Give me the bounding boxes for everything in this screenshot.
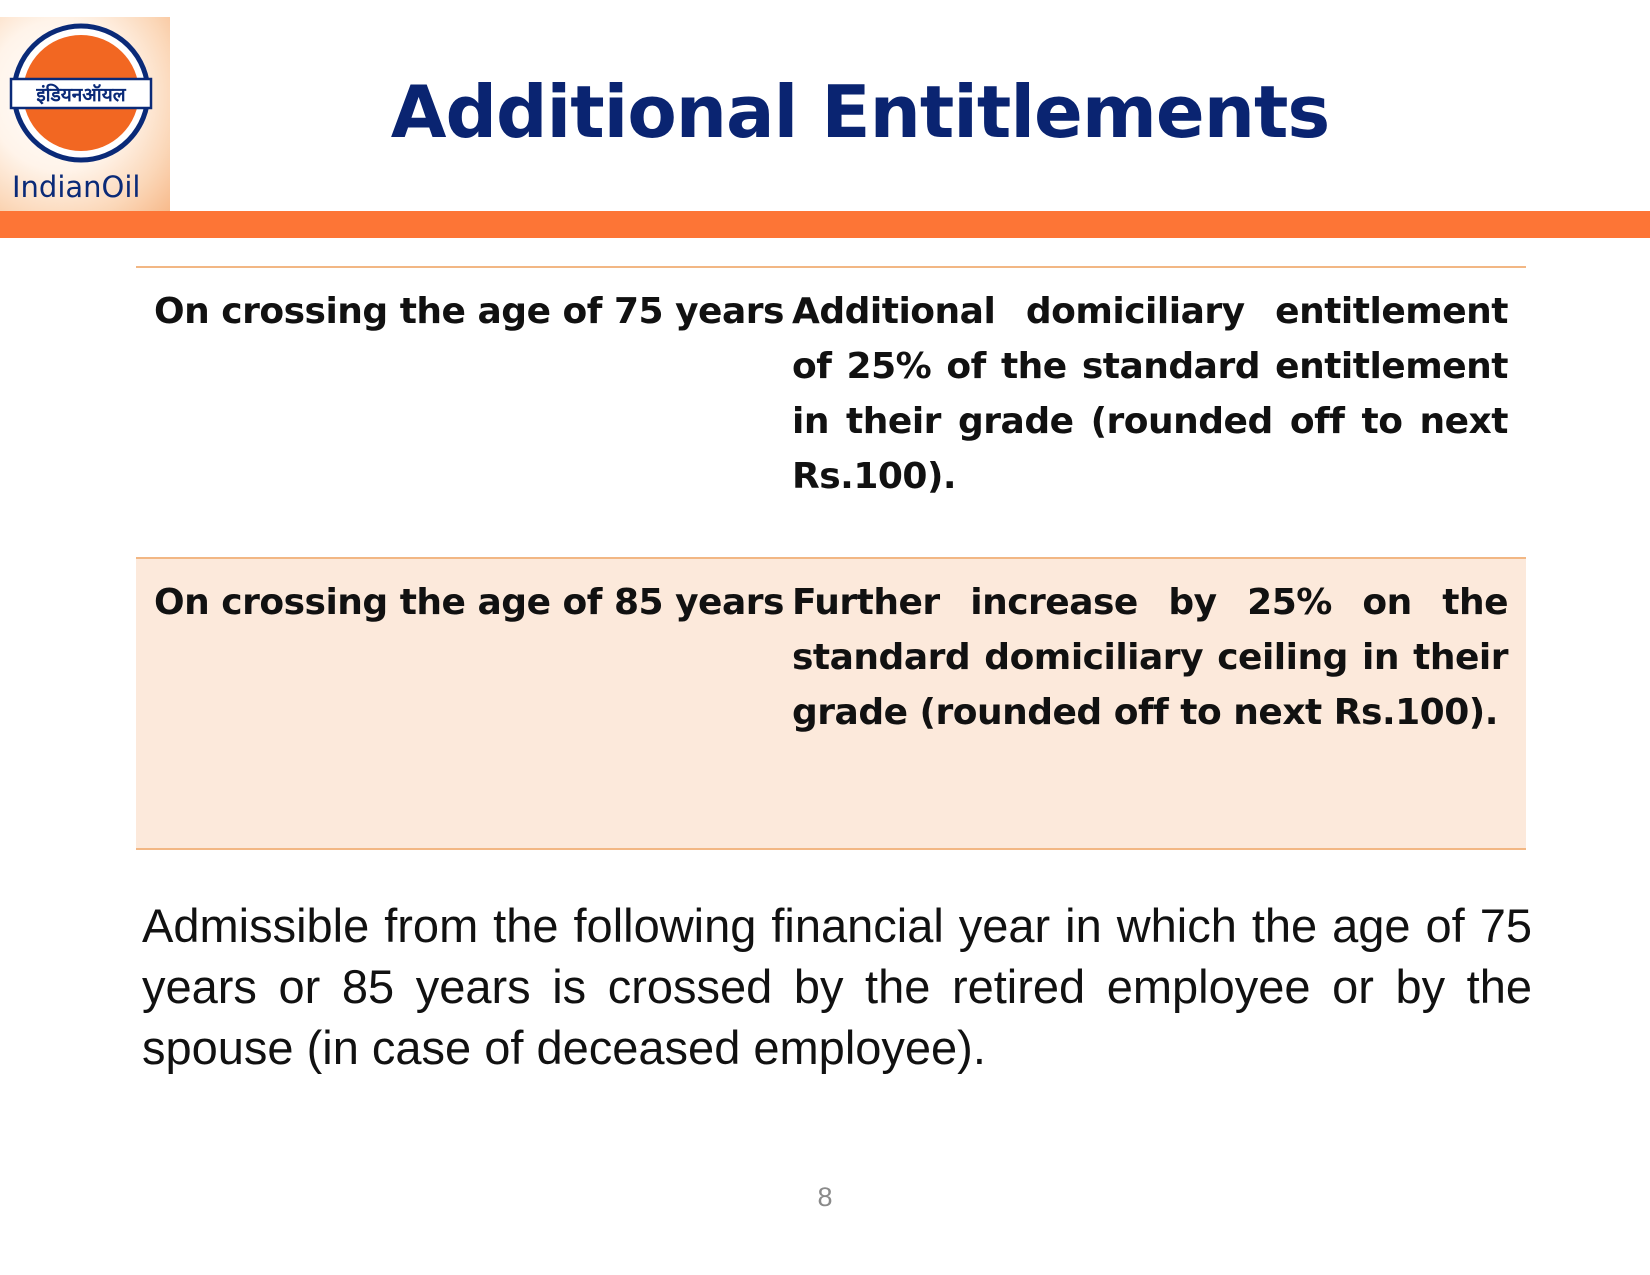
admissibility-note: Admissible from the following financial year in which the age of 75 years or 85 years is crossed by the retired employee or by the spouse (in case of deceased employee). [142, 899, 1532, 1074]
indianoil-logo-icon [0, 17, 170, 213]
age-threshold-cell: On crossing the age of 75 years [154, 291, 784, 332]
page-number: 8 [817, 1182, 833, 1212]
table-row [136, 557, 1526, 850]
indianoil-logo [0, 17, 170, 213]
page-title: Additional Entitlements [390, 70, 1330, 154]
logo-brand-text: IndianOil [12, 170, 141, 204]
entitlement-description-cell: Additional domiciliary entitlement of 25% of the standard entitlement in their grade (rounded off to next Rs.100). [792, 291, 1508, 497]
header-accent-bar [0, 211, 1650, 238]
entitlement-description-cell: Further increase by 25% on the standard domiciliary ceiling in their grade (rounded off to next Rs.100). [792, 582, 1508, 733]
age-threshold-cell: On crossing the age of 85 years [154, 582, 784, 623]
table-row [136, 266, 1526, 557]
logo-hindi-text: इंडियनऑयल [36, 84, 126, 106]
entitlements-table [136, 266, 1526, 850]
